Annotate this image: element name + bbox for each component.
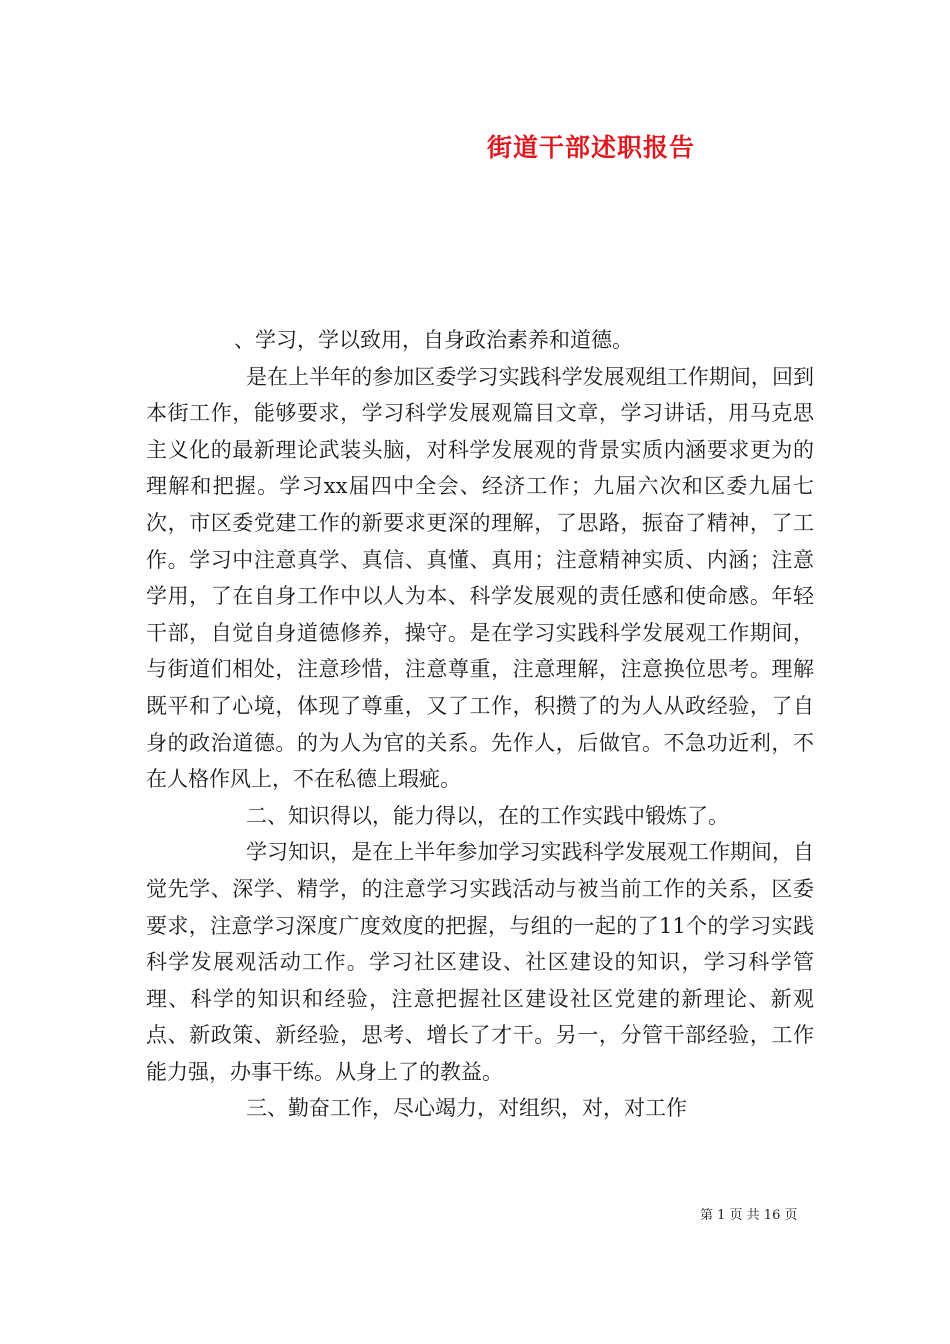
section-heading-2: 二、知识得以，能力得以，在的工作实践中锻炼了。 [246, 803, 729, 828]
document-title: 街道干部述职报告 [487, 133, 696, 162]
paragraph-1: 是在上半年的参加区委学习实践科学发展观组工作期间，回到本街工作，能够要求，学习科学发展观篇目文章，学习讲话，用马克思主义化的最新理论武装头脑，对科学发展观的背景实质内涵要求更为的理解和把握。学习xx届四中全会、经济工作；九届六次和区委九届七次，市区委党建工作的新要求更深的理解，了思路，振奋了精神，了工作。学习中注意真学、真信、真懂、真用；注意精神实质、内涵；注意学用，了在自身工作中以人为本、科学发展观的责任感和使命感。年轻干部，自觉自身道德修养，操守。是在学习实践科学发展观工作期间，与街道们相处，注意珍惜，注意尊重，注意理解，注意换位思考。理解既平和了心境，体现了尊重，又了工作，积攒了的为人从政经验，了自身的政治道德。的为人为官的关系。先作人，后做官。不急功近利，不在人格作风上，不在私德上瑕疵。 [146, 364, 814, 792]
document-body [146, 322, 814, 1127]
section-heading-1: 、学习，学以致用，自身政治素养和道德。 [234, 328, 633, 352]
paragraph-2: 学习知识，是在上半年参加学习实践科学发展观工作期间，自觉先学、深学、精学，的注意学习实践活动与被当前工作的关系，区委要求，注意学习深度广度效度的把握，与组的一起的了11个的学习实践科学发展观活动工作。学习社区建设、社区建设的知识，学习科学管理、科学的知识和经验，注意把握社区建设社区党建的新理论、新观点、新政策、新经验，思考、增长了才干。另一，分管干部经验，工作能力强，办事干练。从身上了的教益。 [146, 840, 814, 1084]
section-heading-3: 三、勤奋工作，尽心竭力，对组织，对，对工作 [246, 1096, 687, 1121]
page-number: 第 1 页 共 16 页 [700, 1208, 798, 1223]
